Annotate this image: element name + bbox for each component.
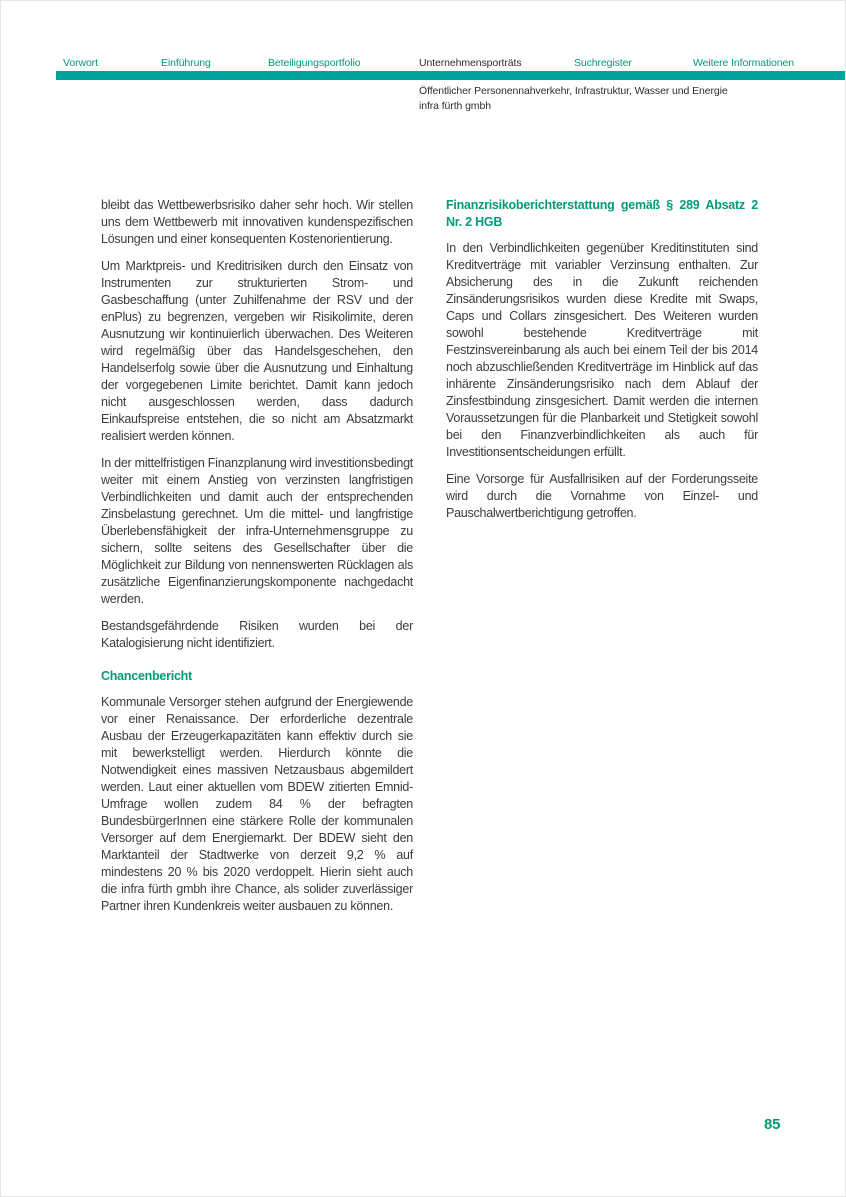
left-column bbox=[101, 197, 413, 925]
paragraph-bestandsgefaehrdende-risiken: Bestandsgefährdende Risiken wurden bei der Katalogisierung nicht identifiziert. bbox=[101, 619, 413, 650]
right-column bbox=[446, 197, 758, 532]
paragraph-vorsorge-ausfallrisiken: Eine Vorsorge für Ausfallrisiken auf der Forderungsseite wird durch die Vornahme von Einzel- und Pauschalwertberichtigung getroffen. bbox=[446, 472, 758, 520]
page-number: 85 bbox=[764, 1116, 781, 1133]
paragraph-verbindlichkeiten: In den Verbindlichkeiten gegenüber Kreditinstituten sind Kreditverträge mit variabler Verzinsung enthalten. Zur Absicherung des in die Zukunft reichenden Zinsänderungsrisikos wurden diese Kredite mit Swaps, Caps und Collars zinsgesichert. Des Weiteren wurden sowohl bestehende Kreditverträge mit Festzinsvereinbarung als auch bei einem Teil der bis 2014 noch abzuschließenden Kreditverträge im Hinblick auf das inhärente Zinsänderungsrisiko nach dem Ablauf der Zinsfestbindung zinsgesichert. Damit werden die internen Voraussetzungen für die Planbarkeit und Stetigkeit sowohl bei den Finanzverbindlichkeiten als auch für Investitionsentscheidungen erfüllt. bbox=[446, 241, 758, 459]
company-title: infra fürth gmbh bbox=[419, 100, 491, 112]
paragraph-wettbewerbsrisiko: bleibt das Wettbewerbsrisiko daher sehr hoch. Wir stellen uns dem Wettbewerb mit innovativen kundenspezifischen Lösungen und einer konsequenten Kostenorientierung. bbox=[101, 198, 413, 246]
nav-item-vorwort[interactable]: Vorwort bbox=[63, 57, 98, 69]
paragraph-chancenbericht: Kommunale Versorger stehen aufgrund der Energiewende vor einer Renaissance. Der erforderliche dezentrale Ausbau der Erzeugerkapazitäten kann effektiv durch sie mit bewerkstelligt werden. Hierdurch könnte die Notwendigkeit eines massiven Netzausbaus abgemildert werden. Laut einer aktuellen vom BDEW zitierten Emnid-Umfrage wollen zudem 84 % der befragten BundesbürgerInnen eine stärkere Rolle der kommunalen Versorger auf dem Energiemarkt. Der BDEW sieht den Marktanteil der Stadtwerke von derzeit 9,2 % auf mindestens 20 % bis 2020 verdoppelt. Hierin sieht auch die infra fürth gmbh ihre Chance, als solider zuverlässiger Partner ihren Kundenkreis weiter ausbauen zu können. bbox=[101, 695, 413, 913]
nav-item-weitere-informationen[interactable]: Weitere Informationen bbox=[693, 57, 795, 69]
section-title: Öffentlicher Personennahverkehr, Infrastruktur, Wasser und Energie bbox=[419, 85, 728, 97]
nav-item-einfuehrung[interactable]: Einführung bbox=[161, 57, 211, 69]
nav-item-beteiligungsportfolio[interactable]: Beteiligungsportfolio bbox=[268, 57, 361, 69]
header-accent-bar bbox=[56, 71, 845, 80]
nav-item-suchregister[interactable]: Suchregister bbox=[574, 57, 632, 69]
paragraph-finanzplanung: In der mittelfristigen Finanzplanung wird investitionsbedingt weiter mit einem Anstieg von verzinsten langfristigen Verbindlichkeiten und damit auch der entsprechenden Zinsbelastung gerechnet. Um die mittel- und langfristige Überlebensfähigkeit der infra-Unternehmensgruppe zu sichern, sollte seitens des Gesellschafter über die Möglichkeit zur Bildung von nennenswerten Rücklagen als zusätzliche Eigenfinanzierungskomponente nachgedacht werden. bbox=[101, 456, 414, 606]
nav-item-unternehmensportraets[interactable]: Unternehmensporträts bbox=[419, 57, 522, 69]
finanzrisikoberichterstattung-heading: Finanzrisikoberichterstattung gemäß § 289 Absatz 2 Nr. 2 HGB bbox=[446, 198, 758, 229]
chancenbericht-heading: Chancenbericht bbox=[101, 669, 192, 683]
paragraph-marktpreis-kreditrisiken: Um Marktpreis- und Kreditrisiken durch den Einsatz von Instrumenten zur strukturierten Strom- und Gasbeschaffung (unter Zuhilfenahme der RSV und der enPlus) zu begrenzen, vergeben wir Risikolimite, deren Ausnutzung wir kontinuierlich überwachen. Des Weiteren wird regelmäßig über das Handelsgeschehen, den Handelserfolg sowie über die Ausnutzung und Einhaltung der vorgegebenen Limite berichtet. Damit kann jedoch nicht ausgeschlossen werden, dass dadurch Einkaufspreise entstehen, die so nicht am Absatzmarkt realisiert werden können. bbox=[101, 259, 413, 443]
